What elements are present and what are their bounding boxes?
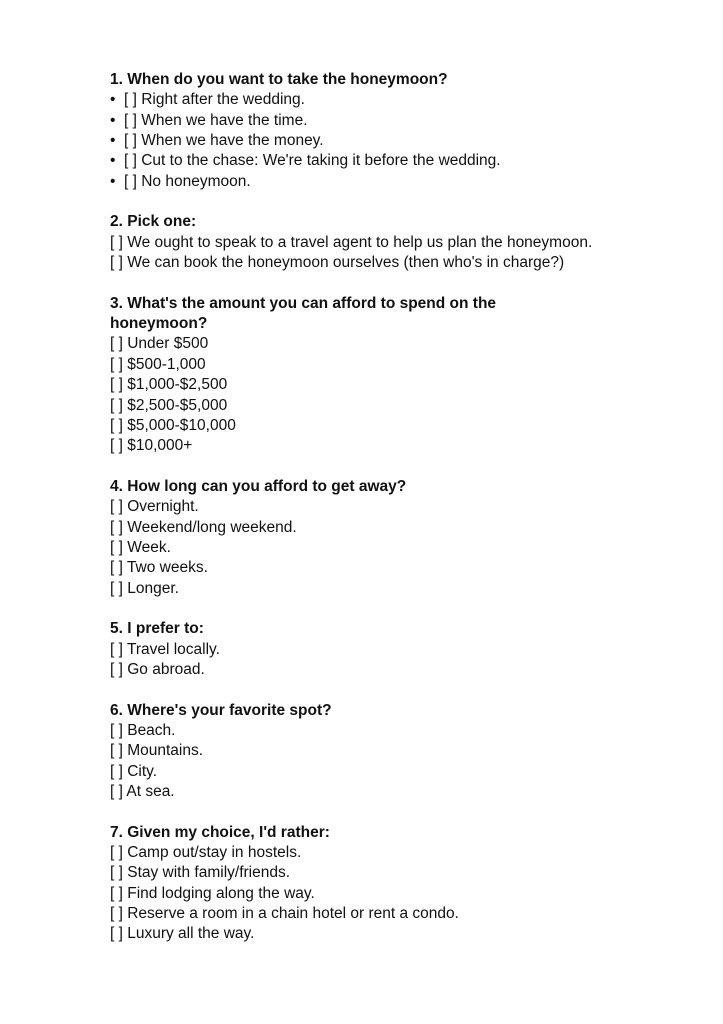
answer-option-label: [ ] Right after the wedding.	[124, 91, 305, 109]
question-1	[110, 70, 690, 192]
question-title: 5. I prefer to:	[110, 620, 204, 638]
answer-option[interactable]	[110, 111, 690, 131]
question-4	[110, 477, 690, 599]
answer-option[interactable]	[110, 151, 690, 171]
question-title: 7. Given my choice, I'd rather:	[110, 823, 330, 841]
answer-option[interactable]: [ ] Two weeks.	[110, 559, 208, 577]
answer-option[interactable]: [ ] $1,000-$2,500	[110, 376, 228, 394]
answer-option[interactable]: [ ] Week.	[110, 538, 171, 556]
bullet-icon: •	[110, 132, 116, 150]
question-6	[110, 701, 690, 803]
bullet-icon: •	[110, 172, 116, 190]
bullet-icon: •	[110, 91, 116, 109]
question-title: 2. Pick one:	[110, 213, 197, 231]
answer-option[interactable]: [ ] Under $500	[110, 335, 209, 353]
answer-option[interactable]: [ ] Weekend/long weekend.	[110, 518, 297, 536]
answer-option[interactable]: [ ] Travel locally.	[110, 640, 220, 658]
answer-option[interactable]: [ ] Stay with family/friends.	[110, 864, 291, 882]
answer-option-label: [ ] No honeymoon.	[124, 172, 251, 190]
answer-option[interactable]: [ ] We ought to speak to a travel agent to help us plan the honeymoon.	[110, 233, 593, 251]
answer-option-label: [ ] When we have the time.	[124, 111, 308, 129]
question-title: 3. What's the amount you can afford to spend on the honeymoon?	[110, 294, 497, 333]
answer-option[interactable]: [ ] At sea.	[110, 783, 175, 801]
answer-option[interactable]: [ ] We can book the honeymoon ourselves (then who's in charge?)	[110, 254, 565, 272]
answer-option[interactable]: [ ] $500-1,000	[110, 355, 206, 373]
answer-option[interactable]: [ ] Longer.	[110, 579, 179, 597]
answer-option-label: [ ] Cut to the chase: We're taking it before the wedding.	[124, 152, 501, 170]
answer-option[interactable]	[110, 90, 690, 110]
answer-option[interactable]: [ ] Reserve a room in a chain hotel or rent a condo.	[110, 905, 459, 923]
answer-option[interactable]	[110, 131, 690, 151]
answer-option[interactable]: [ ] Overnight.	[110, 498, 199, 516]
answer-option-label: [ ] When we have the money.	[124, 132, 324, 150]
answer-option[interactable]: [ ] Beach.	[110, 722, 176, 739]
answer-option[interactable]: [ ] $5,000-$10,000	[110, 416, 236, 434]
answer-option[interactable]	[110, 172, 690, 192]
answer-option[interactable]: [ ] Mountains.	[110, 742, 204, 760]
question-title: 6. Where's your favorite spot?	[110, 701, 332, 719]
question-3	[110, 294, 690, 457]
bullet-icon: •	[110, 111, 116, 129]
questionnaire	[110, 70, 690, 965]
bullet-icon: •	[110, 152, 116, 170]
question-title: 4. How long can you afford to get away?	[110, 477, 407, 495]
answer-option[interactable]: [ ] $10,000+	[110, 437, 193, 455]
question-2	[110, 212, 690, 273]
question-5	[110, 619, 690, 680]
answer-option[interactable]: [ ] Camp out/stay in hostels.	[110, 844, 302, 862]
answer-option[interactable]: [ ] Find lodging along the way.	[110, 884, 315, 902]
question-title: 1. When do you want to take the honeymoon?	[110, 71, 448, 88]
answer-option[interactable]: [ ] City.	[110, 762, 158, 780]
answer-option[interactable]: [ ] Luxury all the way.	[110, 925, 255, 943]
answer-option[interactable]: [ ] $2,500-$5,000	[110, 396, 228, 414]
question-7	[110, 823, 690, 945]
answer-option[interactable]: [ ] Go abroad.	[110, 660, 205, 678]
